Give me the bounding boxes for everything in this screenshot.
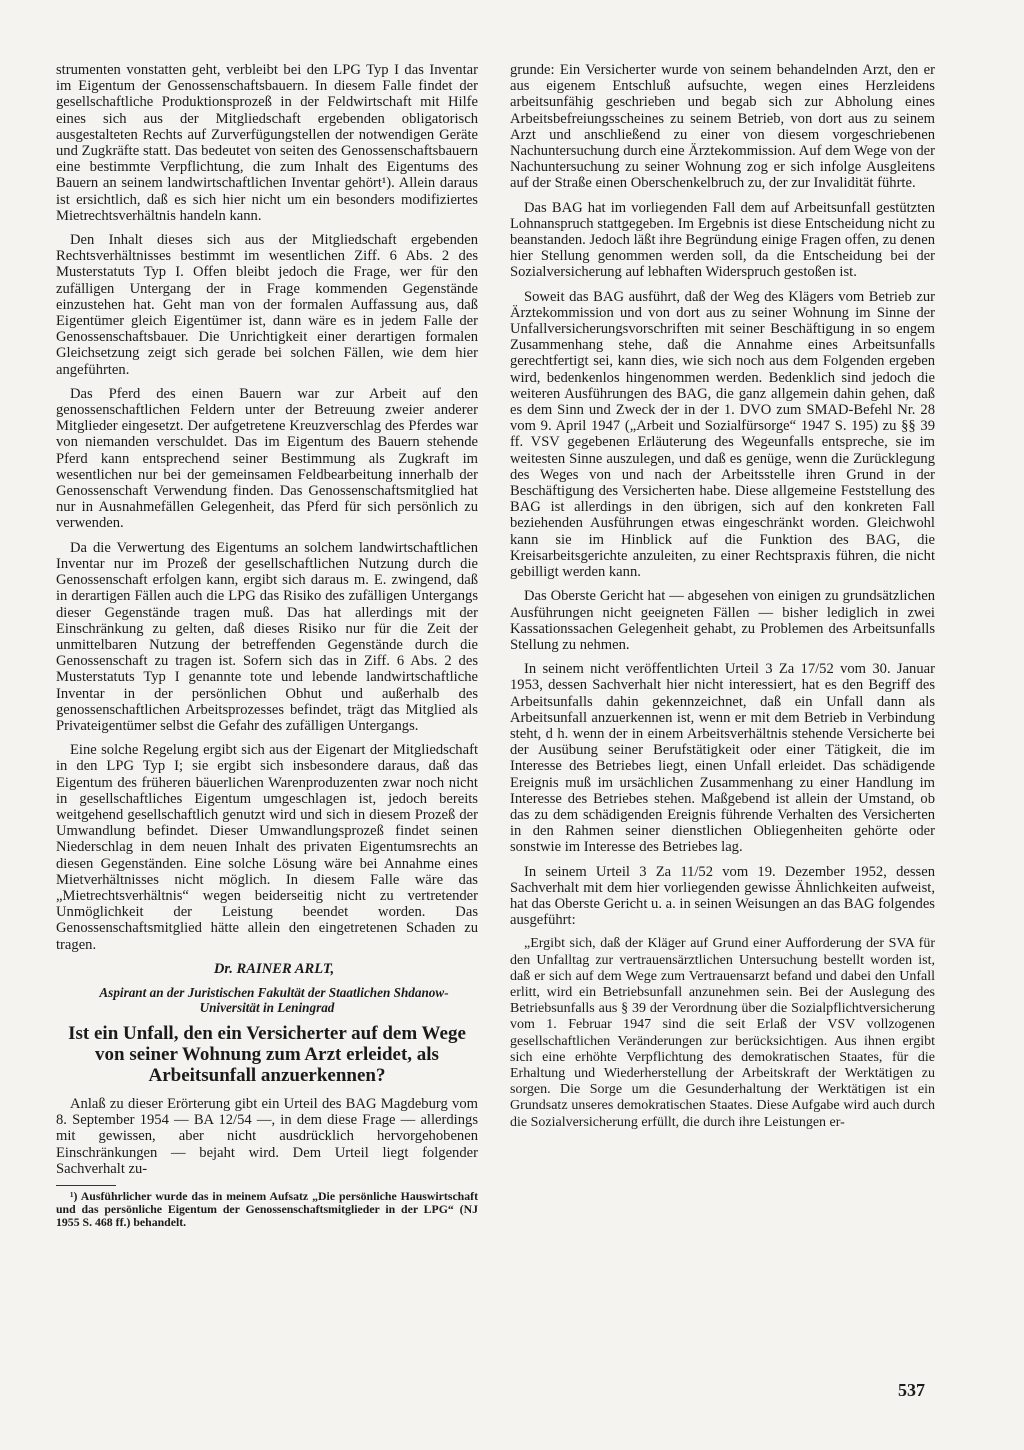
paragraph: Das BAG hat im vorliegenden Fall dem auf Arbeitsunfall gestützten Lohnanspruch stattgegeben. Im Ergebnis ist diese Entscheidung nicht zu beanstanden. Jedoch läßt ihre Begründung einige Fragen offen, zu denen hier Stellung genommen werden soll, da die Entscheidung bei der Sozialversicherung auf lebhaften Widerspruch gestoßen ist.	[510, 199, 935, 281]
paragraph: Anlaß zu dieser Erörterung gibt ein Urteil des BAG Magdeburg vom 8. September 1954 — BA 12/54 —, in dem diese Frage — allerdings mit gewissen, aber nicht ausdrücklich hervorgehobenen Einschränkungen — bejaht wird. Dem Urteil liegt folgender Sachverhalt zu-	[56, 1095, 478, 1177]
paragraph: Das Oberste Gericht hat — abgesehen von einigen zu grundsätzlichen Ausführungen nicht geeigneten Fällen — bisher lediglich in zwei Kassationssachen Gelegenheit gehabt, zu Problemen des Arbeitsunfalls Stellung zu nehmen.	[510, 588, 935, 653]
paragraph: Eine solche Regelung ergibt sich aus der Eigenart der Mitgliedschaft in den LPG Typ I; sie ergibt sich insbesondere daraus, daß das Eigentum des früheren bäuerlichen Warenproduzenten zwar noch nicht in gesellschaftliches Eigentum umgeschlagen ist, jedoch bereits weitgehend gesellschaftlich genutzt wird und sich in diesem Prozeß der Umwandlung befindet. Dieser Umwandlungsprozeß findet seinen Niederschlag in dem neuen Inhalt des privaten Eigentumsrechts an diesen Gegenständen. Eine solche Lösung wäre bei Annahme eines Mietverhältnisses nicht möglich. In diesem Falle wäre das „Mietrechtsverhältnis“ wegen beiderseitig nicht zu vertretender Unmöglichkeit der Leistung beendet worden. Das Genossenschaftsmitglied hätte allein den eingetretenen Schaden zu tragen.	[56, 742, 478, 953]
paragraph: Da die Verwertung des Eigentums an solchem landwirtschaftlichen Inventar nur im Prozeß der gesellschaftlichen Nutzung durch die Genossenschaft erfolgen kann, ergibt sich daraus m. E. zwingend, daß in derartigen Fällen auch die LPG das Risiko des zufälligen Untergangs dieser Gegenstände tragen muß. Das hat allerdings mit der Einschränkung zu gelten, daß dieses Risiko nur für die Zeit der unmittelbaren Nutzung der betreffenden Gegenstände durch die Genossenschaft zu tragen ist. Sofern sich das in Ziff. 6 Abs. 2 des Musterstatuts Typ I genannte tote und lebende landwirtschaftliche Inventar in der persönlichen Obhut und außerhalb des genossenschaftlichen Arbeitsprozesses befindet, trägt das Mitglied als Privateigentümer selbst die Gefahr des zufälligen Untergangs.	[56, 539, 478, 734]
author-name: Dr. RAINER ARLT,	[213, 960, 335, 977]
left-column	[56, 62, 478, 1237]
paragraph: grunde: Ein Versicherter wurde von seinem behandelnden Arzt, den er aus eigenem Entschluß aufsuchte, wegen eines Herzleidens arbeitsunfähig geschrieben und begab sich zur Abholung eines Arbeitsbefreiungsscheines zu seinem Betrieb, von dort aus zu seinem Arzt und anschließend zu einer von diesem vorgeschriebenen Nachuntersuchung durch eine Ärztekommission. Auf dem Wege von der Nachuntersuchung zu seiner Wohnung zog er sich infolge Ausgleitens auf der Straße einen Oberschenkelbruch zu, der zur Invalidität führte.	[510, 62, 935, 192]
footnote: ¹) Ausführlicher wurde das in meinem Aufsatz „Die persönliche Hauswirtschaft und das persönliche Eigentum der Genossenschaftsmitglieder in der LPG“ (NJ 1955 S. 468 ff.) behandelt.	[56, 1188, 478, 1229]
paragraph: Den Inhalt dieses sich aus der Mitgliedschaft ergebenden Rechtsverhältnisses bestimmt im wesentlichen Ziff. 6 Abs. 2 des Musterstatuts Typ I. Offen bleibt jedoch die Frage, wer für den zufälligen Untergang der in Frage kommenden Gegenstände einzustehen hat. Geht man von der formalen Auffassung aus, daß Eigentümer gleich Eigentümer ist, dann wäre es in jedem Falle der Genossenschaftsbauer. Die Unrichtigkeit einer derartigen formalen Gleichsetzung zeigt sich gerade bei solchen Fällen, wie dem hier angeführten.	[56, 232, 478, 378]
paragraph: In seinem Urteil 3 Za 11/52 vom 19. Dezember 1952, dessen Sachverhalt mit dem hier vorliegenden gewisse Ähnlichkeiten aufweist, hat das Oberste Gericht u. a. in seinen Weisungen an das BAG folgendes ausgeführt:	[510, 863, 935, 929]
block-quote: „Ergibt sich, daß der Kläger auf Grund einer Aufforderung der SVA für den Unfalltag zur vertrauensärztlichen Untersuchung bestellt worden ist, daß er sich auf dem Wege zum Vertrauensarzt befand und dabei den Unfall erlitt, wird ein Betriebsunfall anzunehmen sein. Bei der Auslegung des Betriebsunfalls aus § 39 der Verordnung über die Sozialpflichtversicherung vom 1. Februar 1947 sind die seit Erlaß der VSV vollzogenen gesellschaftlichen Veränderungen zur berücksichtigen. Aus ihnen ergibt sich eine erhöhte Verpflichtung des demokratischen Staates, für die Erhaltung und Wiederherstellung der Arbeitskraft der Werktätigen zu sorgen. Die Sorge um die Gesunderhaltung der Werktätigen ist ein Grundsatz unseres demokratischen Staates. Diese Aufgabe wird auch durch die Sozialversicherung erfüllt, die durch ihre Leistungen er-	[510, 936, 935, 1130]
paragraph: In seinem nicht veröffentlichten Urteil 3 Za 17/52 vom 30. Januar 1953, dessen Sachverhalt hier nicht interessiert, hat es den Begriff des Arbeitsunfalls dahin gekennzeichnet, daß ein Unfall dann als Arbeitsunfall anzuerkennen ist, wenn er mit dem Betrieb in Verbindung steht, d h. wenn der in einem Arbeitsverhältnis stehende Versicherte bei der Ausübung seiner Berufstätigkeit oder einer Tätigkeit, die im Interesse des Betriebes liegt, einen Unfall erleidet. Das schädigende Ereignis muß im ursächlichen Zusammenhang zu einer Handlung im Interesse des Betriebes stehen. Maßgebend ist allein der Umstand, ob das zu dem schädigenden Ereignis führende Verhalten des Versicherten in den Rahmen seiner dienstlichen Obliegenheiten gehörte oder sonstwie im Interesse des Betriebes lag.	[510, 661, 935, 856]
paragraph: Soweit das BAG ausführt, daß der Weg des Klägers vom Betrieb zur Ärztekommission und von dort aus zu seiner Wohnung im Sinne der Unfallversicherungsvorschriften mit seiner Beschäftigung in so engem Zusammenhang stehe, daß die Annahme eines Arbeitsunfalls gerechtfertigt sei, kann dies, wie sich noch aus dem Folgenden ergeben wird, bedenkenlos hingenommen werden. Bedenklich sind jedoch die weiteren Ausführungen des BAG, die ganz allgemein dahin gehen, daß es dem Sinn und Zweck der in der 1. DVO zum SMAD-Befehl Nr. 28 vom 9. April 1947 („Arbeit und Sozialfürsorge“ 1947 S. 195) zu §§ 39 ff. VSV gegebenen Erläuterung des Wegeunfalls entspreche, sie im weitesten Sinne auszulegen, und daß es genüge, wenn die Zurücklegung des Weges von und nach der Arbeitsstelle ihren Grund in der Beschäftigung des Versicherten habe. Diese allgemeine Feststellung des BAG ist allerdings in den übrigen, sich auf den konkreten Fall beziehenden Ausführungen etwas eingeschränkt worden. Gleichwohl kann sie im Hinblick auf die Funktion des BAG, die Kreisarbeitsgerichte anzuleiten, zu einer Rechtspraxis führen, die nicht gebilligt werden kann.	[510, 288, 935, 581]
article-heading: Ist ein Unfall, den ein Versicherter auf dem Wege von seiner Wohnung zum Arzt erleidet, als Arbeitsunfall anzuerkennen?	[68, 1022, 466, 1086]
paragraph: strumenten vonstatten geht, verbleibt bei den LPG Typ I das Inventar im Eigentum der Genossenschaftsbauern. In diesem Falle findet der gesellschaftliche Produktionsprozeß in der Feldwirtschaft mit Hilfe eines sich aus der Mitgliedschaft ergebenden obligatorisch ausgestalteten Rechts auf Zurverfügungstellen der notwendigen Geräte und Zugkräfte statt. Das bedeutet von seiten des Genossenschaftsbauern eine bestimmte Verpflichtung, die zum Inhalt des Eigentums des Bauern an seinem landwirtschaftlichen Inventar gehört¹). Allein daraus ist ersichtlich, daß es sich hier nicht um ein besonders modifiziertes Mietrechtsverhältnis handeln kann.	[56, 62, 478, 224]
author-affiliation: Aspirant an der Juristischen Fakultät der Staatlichen Shdanow-Universität in Leningrad	[99, 984, 449, 1015]
page-number: 537	[898, 1380, 925, 1400]
right-column	[510, 62, 935, 1139]
paragraph: Das Pferd des einen Bauern war zur Arbeit auf den genossenschaftlichen Feldern unter der Betreuung zweier anderer Mitglieder eingesetzt. Der aufgetretene Kreuzverschlag des Pferdes war von niemanden verschuldet. Das im Eigentum des Bauern stehende Pferd kann entsprechend seiner Bestimmung als Zugkraft im wesentlichen nur bei der gemeinsamen Feldbearbeitung innerhalb der Genossenschaft Verwendung finden. Das Genossenschaftsmitglied hat nur in Ausnahmefällen Gelegenheit, das Pferd für sich persönlich zu verwenden.	[56, 385, 478, 532]
footnote-rule	[56, 1185, 116, 1186]
